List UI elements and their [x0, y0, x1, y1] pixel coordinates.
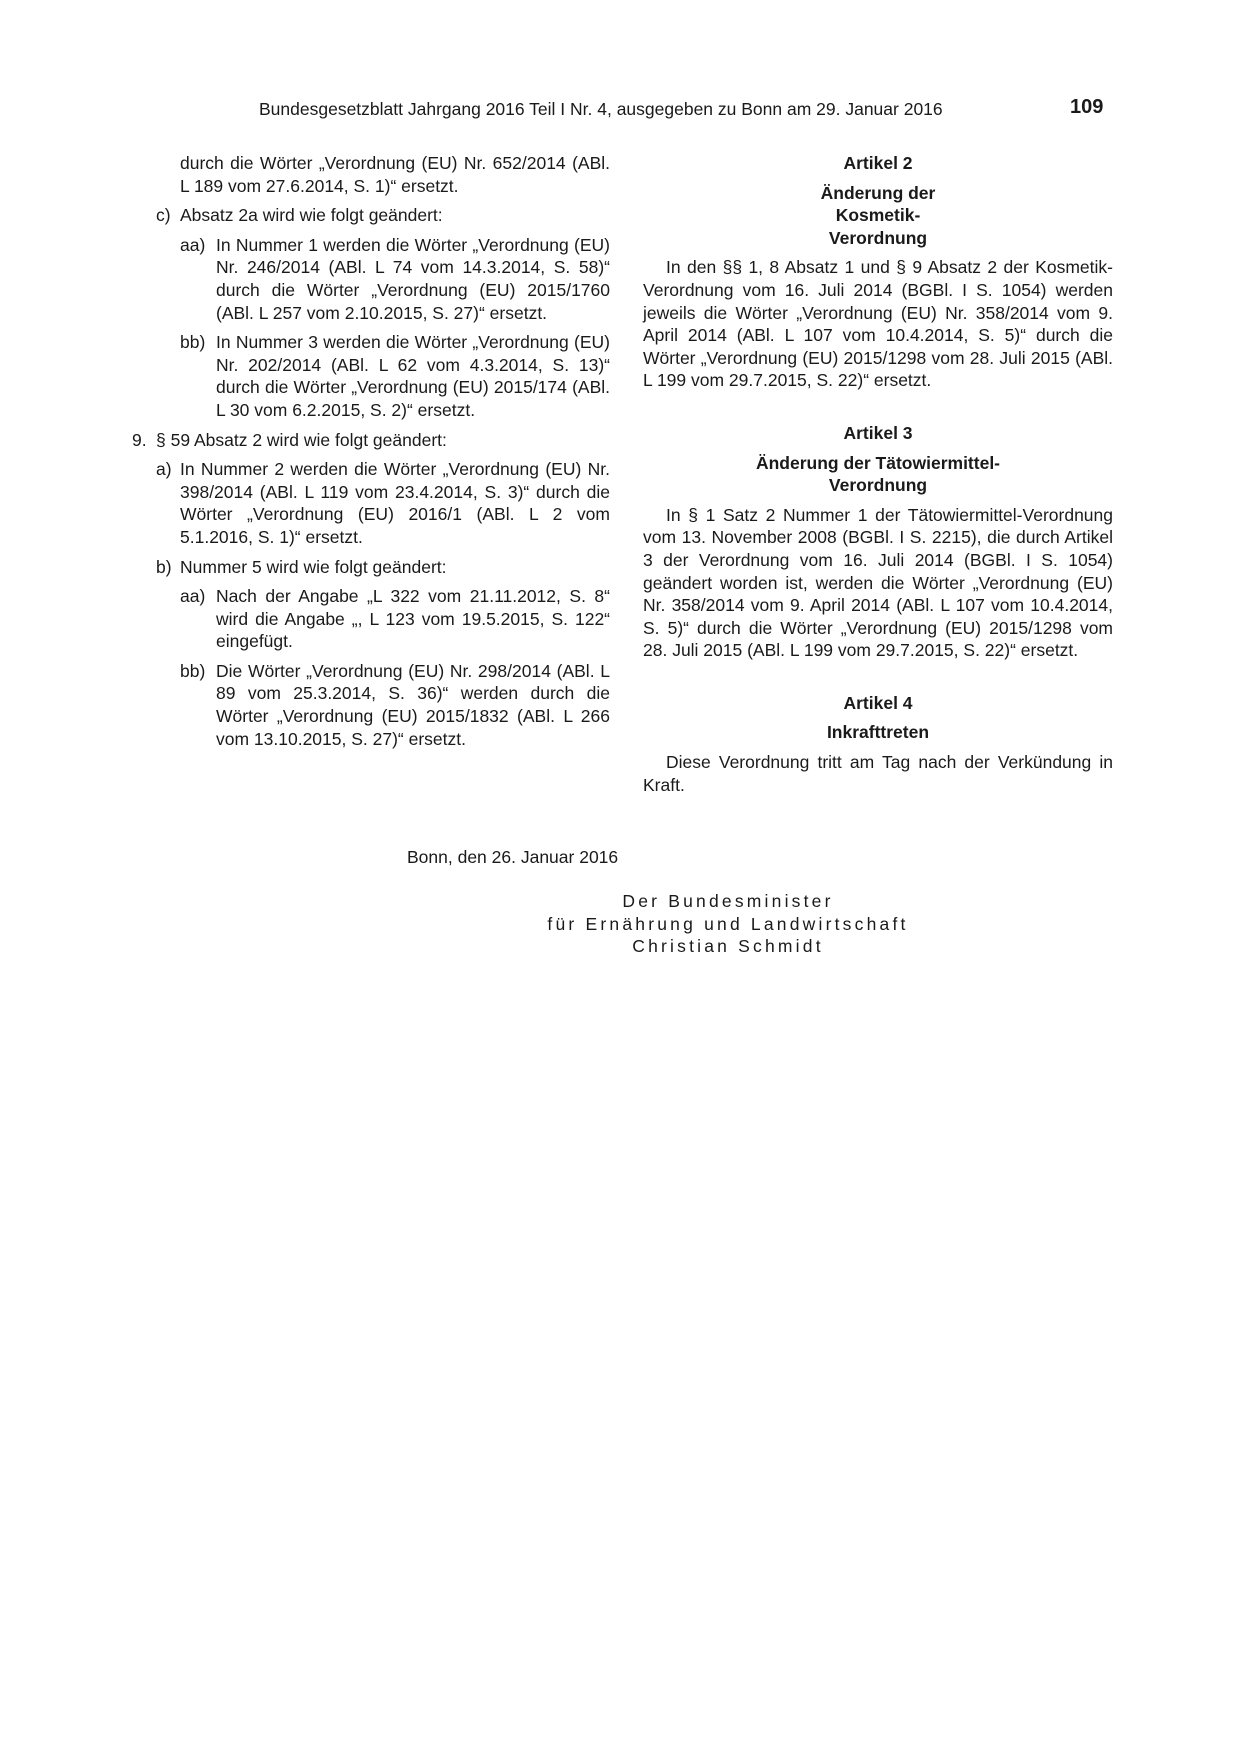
- item-9-text: § 59 Absatz 2 wird wie folgt geändert:: [156, 429, 447, 450]
- item-c-bb-text: In Nummer 3 werden die Wörter „Verordnung (EU) Nr. 202/2014 (ABl. L 62 vom 4.3.2014, S. 13)“ durch die Wörter „Verordnung (EU) 2015/174 (ABl. L 30 vom 6.2.2015, S. 2)“ ersetzt.: [216, 332, 610, 420]
- signature-place-date: Bonn, den 26. Januar 2016: [407, 847, 619, 867]
- item-b-aa-text: Nach der Angabe „L 322 vom 21.11.2012, S. 8“ wird die Angabe „, L 123 vom 19.5.2015, S. 122“ eingefügt.: [216, 586, 610, 652]
- item-c-aa-marker: aa): [180, 234, 206, 255]
- item-a: [156, 458, 610, 548]
- article-4-title: Inkrafttreten: [826, 722, 930, 743]
- article-3-label: Artikel 3: [843, 422, 913, 443]
- item-b-aa-marker: aa): [180, 586, 206, 607]
- article-3-title: Änderung der Tätowiermittel-Verordnung: [755, 452, 1001, 496]
- item-c-aa: [180, 234, 610, 324]
- header-title: Bundesgesetzblatt Jahrgang 2016 Teil I Nr. 4, ausgegeben zu Bonn am 29. Januar 2016: [259, 99, 943, 119]
- article-2-label: Artikel 2: [843, 153, 913, 173]
- article-4-label: Artikel 4: [843, 692, 913, 713]
- page-header: [0, 98, 1241, 124]
- item-b-marker: b): [156, 556, 172, 577]
- item-c-text: Absatz 2a wird wie folgt geändert:: [180, 205, 443, 226]
- item-c-bb: [180, 331, 610, 421]
- item-9: [132, 429, 610, 452]
- item-b-bb: [180, 660, 610, 750]
- article-4-text: Diese Verordnung tritt am Tag nach der Verkündung in Kraft.: [643, 752, 1113, 795]
- item-a-text: In Nummer 2 werden die Wörter „Verordnung (EU) Nr. 398/2014 (ABl. L 119 vom 23.4.2014, S. 3)“ durch die Wörter „Verordnung (EU) 2016/1 (ABl. L 2 vom 5.1.2016, S. 1)“ ersetzt.: [180, 459, 610, 547]
- signature-block: [0, 890, 1241, 958]
- item-c: [156, 204, 610, 227]
- item-9-marker: 9.: [132, 429, 147, 450]
- signature-line-1: Der Bundesminister: [622, 891, 834, 911]
- signature-line-2: für Ernährung und Landwirtschaft: [547, 913, 909, 934]
- item-b-bb-text: Die Wörter „Verordnung (EU) Nr. 298/2014 (ABl. L 89 vom 25.3.2014, S. 36)“ werden durch die Wörter „Verordnung (EU) 2015/1832 (ABl. L 266 vom 13.10.2015, S. 27)“ ersetzt.: [216, 660, 610, 749]
- item-b-bb-marker: bb): [180, 660, 206, 681]
- signature-line-3: Christian Schmidt: [632, 936, 824, 957]
- item-b-text: Nummer 5 wird wie folgt geändert:: [180, 556, 447, 577]
- article-3-text: In § 1 Satz 2 Nummer 1 der Tätowiermittel-Verordnung vom 13. November 2008 (BGBl. I S. 2215), die durch Artikel 3 der Verordnung vom 16. Juli 2014 (BGBl. I S. 1054) geändert worden ist, werden die Wörter „Verordnung (EU) Nr. 358/2014 vom 9. April 2014 (ABl. L 107 vom 10.4.2014, S. 5)“ durch die Wörter „Verordnung (EU) 2015/1298 vom 28. Juli 2015 (ABl. L 199 vom 29.7.2015, S. 22)“ ersetzt.: [643, 504, 1113, 661]
- item-c-marker: c): [156, 205, 171, 226]
- article-2-text: In den §§ 1, 8 Absatz 1 und § 9 Absatz 2 der Kosmetik-Verordnung vom 16. Juli 2014 (BGBl. I S. 1054) werden jeweils die Wörter „Verordnung (EU) Nr. 358/2014 vom 9. April 2014 (ABl. L 107 vom 10.4.2014, S. 5)“ durch die Wörter „Verordnung (EU) 2015/1298 vom 28. Juli 2015 (ABl. L 199 vom 29.7.2015, S. 22)“ ersetzt.: [643, 257, 1113, 391]
- right-column: [643, 152, 1113, 796]
- item-c-aa-text: In Nummer 1 werden die Wörter „Verordnung (EU) Nr. 246/2014 (ABl. L 74 vom 14.3.2014, S. 58)“ durch die Wörter „Verordnung (EU) 2015/1760 (ABl. L 257 vom 2.10.2015, S. 27)“ ersetzt.: [216, 234, 610, 323]
- item-b: [156, 556, 610, 579]
- left-column: [132, 152, 610, 750]
- item-c-bb-marker: bb): [180, 332, 206, 353]
- article-2-title: Änderung der Kosmetik-Verordnung: [820, 182, 936, 248]
- item-b-aa: [180, 585, 610, 653]
- page-number: 109: [1070, 96, 1104, 118]
- continuation-text: durch die Wörter „Verordnung (EU) Nr. 652/2014 (ABl. L 189 vom 27.6.2014, S. 1)“ ersetzt.: [180, 153, 610, 196]
- item-a-marker: a): [156, 459, 172, 480]
